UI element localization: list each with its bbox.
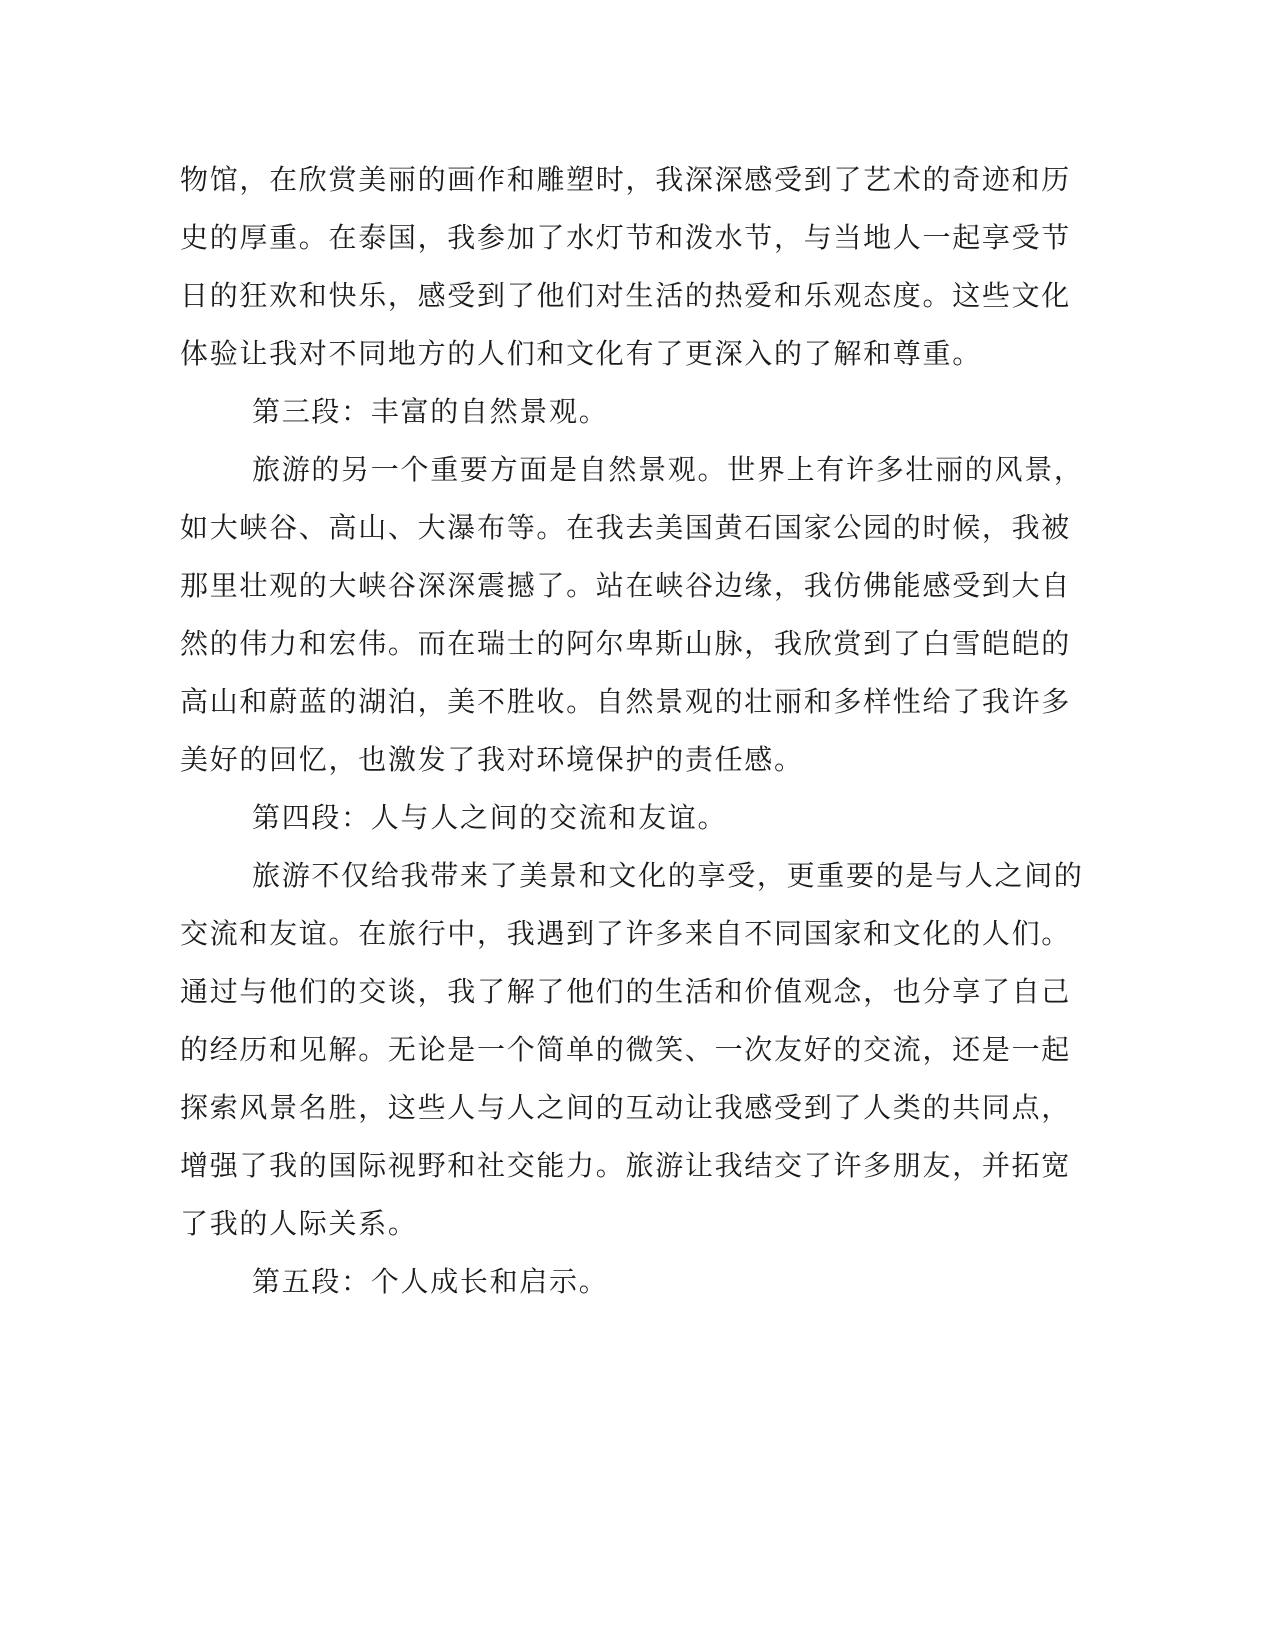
text-line: 如大峡谷、高山、大瀑布等。在我去美国黄石国家公园的时候，我被 <box>180 511 1072 544</box>
text-line: 然的伟力和宏伟。而在瑞士的阿尔卑斯山脉，我欣赏到了白雪皑皑的 <box>180 627 1072 660</box>
section-heading: 第三段：丰富的自然景观。 <box>252 395 609 428</box>
text-line: 了我的人际关系。 <box>180 1207 418 1240</box>
section-heading: 第五段：个人成长和启示。 <box>252 1265 609 1298</box>
text-line: 那里壮观的大峡谷深深震撼了。站在峡谷边缘，我仿佛能感受到大自 <box>180 569 1072 602</box>
text-line: 体验让我对不同地方的人们和文化有了更深入的了解和尊重。 <box>180 337 982 370</box>
text-line: 高山和蔚蓝的湖泊，美不胜收。自然景观的壮丽和多样性给了我许多 <box>180 685 1072 718</box>
text-line: 旅游不仅给我带来了美景和文化的享受，更重要的是与人之间的 <box>252 859 1084 892</box>
text-line: 日的狂欢和快乐，感受到了他们对生活的热爱和乐观态度。这些文化 <box>180 279 1072 312</box>
text-line: 增强了我的国际视野和社交能力。旅游让我结交了许多朋友，并拓宽 <box>180 1149 1072 1182</box>
text-line: 旅游的另一个重要方面是自然景观。世界上有许多壮丽的风景， <box>252 453 1084 486</box>
text-line: 探索风景名胜，这些人与人之间的互动让我感受到了人类的共同点， <box>180 1091 1072 1124</box>
text-line: 的经历和见解。无论是一个简单的微笑、一次友好的交流，还是一起 <box>180 1033 1072 1066</box>
text-line: 通过与他们的交谈，我了解了他们的生活和价值观念，也分享了自己 <box>180 975 1072 1008</box>
section-heading: 第四段：人与人之间的交流和友谊。 <box>252 801 728 834</box>
text-line: 交流和友谊。在旅行中，我遇到了许多来自不同国家和文化的人们。 <box>180 917 1072 950</box>
text-line: 美好的回忆，也激发了我对环境保护的责任感。 <box>180 743 804 776</box>
text-line: 史的厚重。在泰国，我参加了水灯节和泼水节，与当地人一起享受节 <box>180 221 1072 254</box>
text-line: 物馆，在欣赏美丽的画作和雕塑时，我深深感受到了艺术的奇迹和历 <box>180 163 1072 196</box>
